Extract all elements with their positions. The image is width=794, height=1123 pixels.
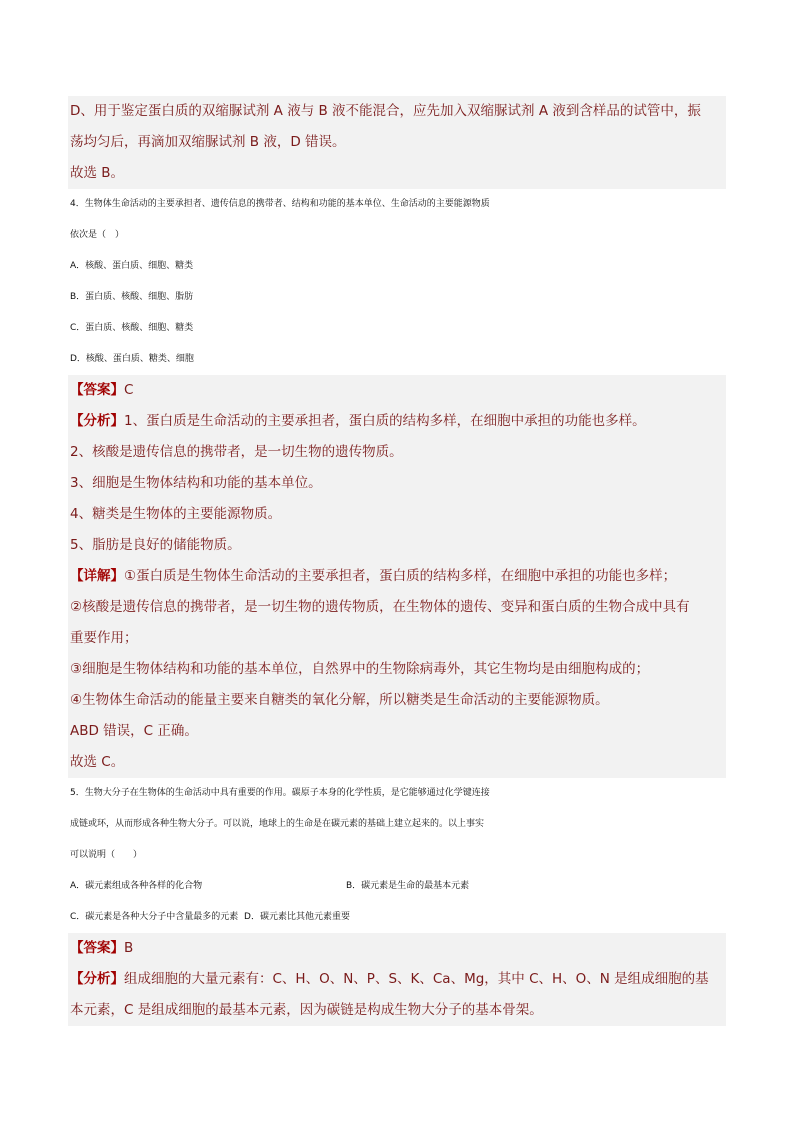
question-stem: 4．生物体生命活动的主要承担者、遗传信息的携带者、结构和功能的基本单位、生命活动的主要能源物质 (70, 199, 490, 209)
option-d: D．核酸、蛋白质、糖类、细胞 (70, 354, 194, 364)
answer-value: C (124, 382, 134, 398)
answer-line (70, 933, 724, 964)
text-line: ABD 错误，C 正确。 (70, 723, 198, 739)
answer-value: B (124, 940, 134, 956)
options-row-ab (70, 871, 724, 902)
text-line: 2、核酸是遗传信息的携带者，是一切生物的遗传物质。 (70, 444, 403, 460)
text-line: 故选 C。 (70, 754, 125, 770)
analysis-line (70, 406, 724, 437)
option-d: D．碳元素比其他元素重要 (244, 912, 350, 922)
text-line: ③细胞是生物体结构和功能的基本单位，自然界中的生物除病毒外，其它生物均是由细胞构成的； (70, 661, 650, 677)
detail-tag: 【详解】 (70, 568, 124, 584)
text-line: D、用于鉴定蛋白质的双缩脲试剂 A 液与 B 液不能混合，应先加入双缩脲试剂 A 液到含样品的试管中，振 (70, 103, 701, 119)
detail-text: ①蛋白质是生物体生命活动的主要承担者，蛋白质的结构多样，在细胞中承担的功能也多样； (124, 568, 677, 584)
text-line: 3、细胞是生物体结构和功能的基本单位。 (70, 475, 322, 491)
option-c: C．蛋白质、核酸、细胞、糖类 (70, 323, 194, 333)
option-a: A．核酸、蛋白质、细胞、糖类 (70, 261, 194, 271)
option-b: B．蛋白质、核酸、细胞、脂肪 (70, 292, 194, 302)
answer-tag: 【答案】 (70, 940, 124, 956)
text-line: 5、脂肪是良好的储能物质。 (70, 537, 241, 553)
question-stem: 可以说明（ ） (70, 850, 143, 860)
document-body (70, 96, 724, 1026)
answer-tag: 【答案】 (70, 382, 124, 398)
analysis-tag: 【分析】 (70, 413, 124, 429)
text-line: ④生物体生命活动的能量主要来自糖类的氧化分解，所以糖类是生命活动的主要能源物质。 (70, 692, 609, 708)
answer-block-q5 (68, 933, 726, 1026)
option-b: B．碳元素是生命的最基本元素 (346, 881, 470, 891)
text-line: 4、糖类是生物体的主要能源物质。 (70, 506, 282, 522)
analysis-text: 组成细胞的大量元素有：C、H、O、N、P、S、K、Ca、Mg，其中 C、H、O、N 是组成细胞的基 (124, 971, 709, 987)
text-line: 本元素，C 是组成细胞的最基本元素，因为碳链是构成生物大分子的基本骨架。 (70, 1002, 543, 1018)
detail-line (70, 561, 724, 592)
options-row-cd (70, 902, 724, 933)
question-5 (70, 778, 724, 933)
question-stem: 依次是（ ） (70, 230, 125, 240)
answer-block-q3 (68, 96, 726, 189)
analysis-line (70, 964, 724, 995)
text-line: 故选 B。 (70, 165, 125, 181)
option-c: C．碳元素是各种大分子中含量最多的元素 (70, 912, 239, 922)
text-line: 荡均匀后，再滴加双缩脲试剂 B 液，D 错误。 (70, 134, 346, 150)
question-4 (70, 189, 724, 375)
question-stem: 5．生物大分子在生物体的生命活动中具有重要的作用。碳原子本身的化学性质，是它能够通过化学键连接 (70, 788, 490, 798)
answer-line (70, 375, 724, 406)
analysis-text: 1、蛋白质是生命活动的主要承担者，蛋白质的结构多样，在细胞中承担的功能也多样。 (124, 413, 646, 429)
analysis-tag: 【分析】 (70, 971, 124, 987)
text-line: ②核酸是遗传信息的携带者，是一切生物的遗传物质，在生物体的遗传、变异和蛋白质的生物合成中具有 (70, 599, 690, 615)
answer-block-q4 (68, 375, 726, 778)
question-stem: 成链或环，从而形成各种生物大分子。可以说，地球上的生命是在碳元素的基础上建立起来的。以上事实 (70, 819, 485, 829)
text-line: 重要作用； (70, 630, 138, 646)
option-a: A．碳元素组成各种各样的化合物 (70, 881, 203, 891)
